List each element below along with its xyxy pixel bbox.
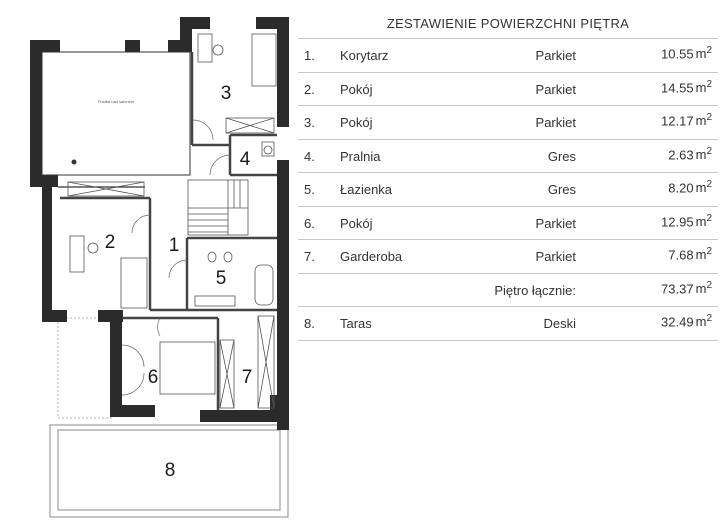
room-area: 7.68 $m^2$ — [668, 246, 712, 263]
room-area: 32.49 $m^2$ — [661, 313, 712, 330]
room-area: 14.55 $m^2$ — [661, 78, 712, 95]
room-label-4: 4 — [239, 149, 251, 170]
table-row — [298, 140, 718, 174]
terrace-row — [298, 307, 718, 341]
floor-material: Gres — [547, 182, 576, 197]
row-number: 3. — [304, 115, 315, 130]
table-title: ZESTAWIENIE POWIERZCHNI PIĘTRA — [386, 16, 630, 31]
room-label-7: 7 — [241, 367, 253, 388]
table-row — [298, 38, 718, 73]
room-name: Pokój — [340, 81, 373, 97]
room-area: 12.17 $m^2$ — [661, 112, 712, 129]
room-label-3: 3 — [220, 83, 232, 104]
room-area: 2.63 $m^2$ — [668, 145, 712, 162]
row-number: 5. — [304, 182, 315, 197]
staircase — [188, 180, 248, 235]
void-label: Pustka nad salonem — [97, 99, 135, 104]
total-label: Piętro łącznie: — [494, 282, 576, 298]
total-row — [298, 274, 718, 308]
room-name: Taras — [340, 316, 372, 331]
void-area — [42, 52, 190, 175]
row-number: 6. — [304, 215, 315, 231]
room-label-5: 5 — [215, 268, 227, 289]
row-number: 2. — [304, 81, 315, 97]
table-row — [298, 73, 718, 107]
total-area: 73.37 $m^2$ — [661, 279, 712, 296]
floor-material: Deski — [543, 316, 576, 331]
row-number: 7. — [304, 249, 315, 264]
row-number: 8. — [304, 316, 315, 331]
table-row — [298, 106, 718, 140]
room-name: Pokój — [340, 215, 373, 231]
room-name: Korytarz — [340, 48, 389, 63]
floor-material: Parkiet — [535, 249, 576, 264]
room-area: 12.95 $m^2$ — [661, 212, 712, 229]
room-name: Pokój — [340, 115, 373, 130]
floor-material: Parkiet — [535, 115, 576, 130]
room-area: 10.55 $m^2$ — [661, 45, 712, 62]
void-marker — [72, 160, 77, 165]
room-label-8: 8 — [164, 460, 176, 481]
canopy-outline — [58, 318, 113, 418]
floor-material: Parkiet — [535, 81, 576, 97]
row-number: 4. — [304, 148, 315, 164]
room-label-6: 6 — [147, 367, 159, 388]
room-label-2: 2 — [104, 232, 116, 253]
table-row — [298, 173, 718, 207]
room-area: 8.20 $m^2$ — [668, 179, 712, 196]
table-row — [298, 207, 718, 241]
table-rows — [298, 38, 718, 341]
area-summary-table — [298, 10, 718, 341]
floor-material: Parkiet — [535, 215, 576, 231]
table-row — [298, 240, 718, 274]
room-label-1: 1 — [168, 235, 180, 256]
row-number: 1. — [304, 48, 315, 63]
room-name: Łazienka — [340, 182, 393, 197]
room-name: Pralnia — [340, 148, 381, 164]
floor-plan — [0, 0, 295, 525]
floor-material: Gres — [547, 148, 576, 164]
floor-material: Parkiet — [535, 48, 576, 63]
room-name: Garderoba — [340, 249, 403, 264]
